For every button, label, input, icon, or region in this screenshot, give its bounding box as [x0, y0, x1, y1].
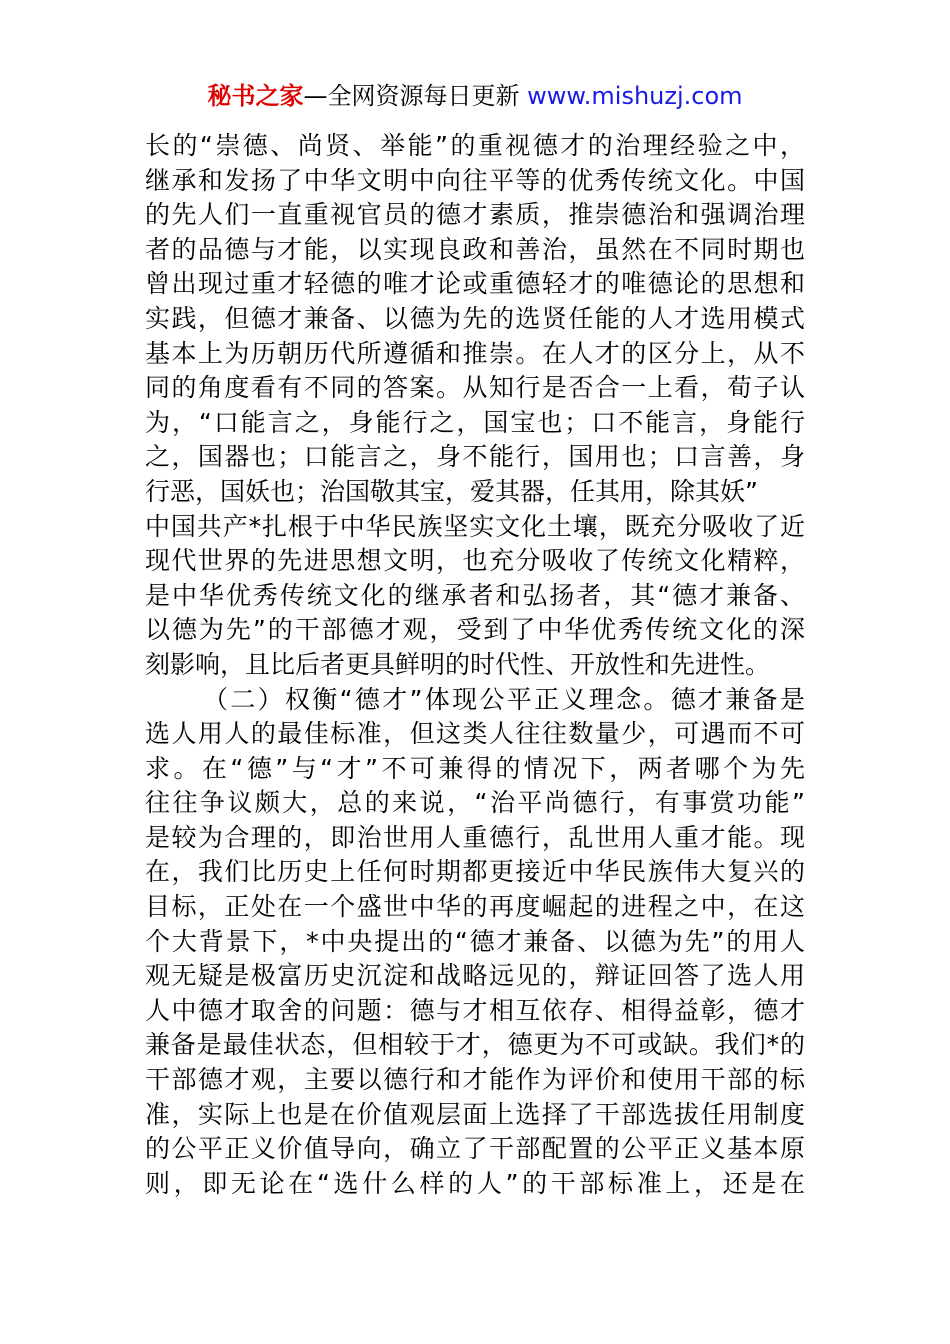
site-brand: 秘书之家 — [207, 82, 304, 110]
text-line: 现代世界的先进思想文明，也充分吸收了传统文化精粹， — [145, 546, 805, 576]
text-line: 求。在“德”与“才”不可兼得的情况下，两者哪个为先 — [145, 753, 805, 783]
text-line: 的公平正义价值导向，确立了干部配置的公平正义基本原 — [145, 1134, 805, 1164]
text-line: 中国共产*扎根于中华民族坚实文化土壤，既充分吸收了近 — [145, 511, 805, 541]
text-line: 以德为先”的干部德才观，受到了中华优秀传统文化的深 — [145, 615, 805, 645]
text-line: 者的品德与才能，以实现良政和善治，虽然在不同时期也 — [145, 234, 805, 264]
text-line: 长的“崇德、尚贤、举能”的重视德才的治理经验之中， — [145, 131, 805, 160]
text-line: 实践，但德才兼备、以德为先的选贤任能的人才选用模式 — [145, 303, 805, 333]
text-line: 行恶，国妖也；治国敬其宝，爱其器，任其用，除其妖” — [145, 476, 758, 506]
site-header — [0, 78, 950, 114]
text-line: 个大背景下，*中央提出的“德才兼备、以德为先”的用人 — [145, 926, 805, 956]
text-line: 准，实际上也是在价值观层面上选择了干部选拔任用制度 — [145, 1099, 805, 1129]
text-line: 是中华优秀传统文化的继承者和弘扬者，其“德才兼备、 — [145, 580, 805, 610]
text-line: 人中德才取舍的问题：德与才相互依存、相得益彰，德才 — [145, 995, 805, 1025]
document-body — [145, 129, 805, 1201]
site-url[interactable]: www.mishuzj.com — [527, 82, 743, 110]
text-line: 在，我们比历史上任何时期都更接近中华民族伟大复兴的 — [145, 857, 805, 887]
text-line: 为，“口能言之，身能行之，国宝也；口不能言，身能行 — [145, 407, 805, 437]
text-line: 目标，正处在一个盛世中华的再度崛起的进程之中，在这 — [145, 892, 805, 922]
text-line: 继承和发扬了中华文明中向往平等的优秀传统文化。中国 — [145, 165, 805, 195]
paragraph-first-line: （二）权衡“德才”体现公平正义理念。德才兼备是 — [203, 684, 805, 714]
text-line: 观无疑是极富历史沉淀和战略远见的，辩证回答了选人用 — [145, 961, 805, 991]
text-line: 干部德才观，主要以德行和才能作为评价和使用干部的标 — [145, 1065, 805, 1095]
text-line: 之，国器也；口能言之，身不能行，国用也；口言善，身 — [145, 442, 805, 472]
site-tagline: —全网资源每日更新 — [303, 82, 528, 110]
text-line: 往往争议颇大，总的来说，“治平尚德行，有事赏功能” — [145, 788, 805, 818]
text-line: 曾出现过重才轻德的唯才论或重德轻才的唯德论的思想和 — [145, 269, 805, 299]
text-line: 基本上为历朝历代所遵循和推崇。在人才的区分上，从不 — [145, 338, 805, 368]
text-line: 选人用人的最佳标准，但这类人往往数量少，可遇而不可 — [145, 719, 805, 749]
text-line: 同的角度看有不同的答案。从知行是否合一上看，荀子认 — [145, 373, 805, 403]
text-line: 的先人们一直重视官员的德才素质，推崇德治和强调治理 — [145, 200, 805, 230]
text-line: 刻影响，且比后者更具鲜明的时代性、开放性和先进性。 — [145, 649, 771, 679]
text-line: 则，即无论在“选什么样的人”的干部标准上，还是在 — [145, 1168, 805, 1198]
text-line: 兼备是最佳状态，但相较于才，德更为不可或缺。我们*的 — [145, 1030, 805, 1060]
text-line: 是较为合理的，即治世用人重德行，乱世用人重才能。现 — [145, 822, 805, 852]
